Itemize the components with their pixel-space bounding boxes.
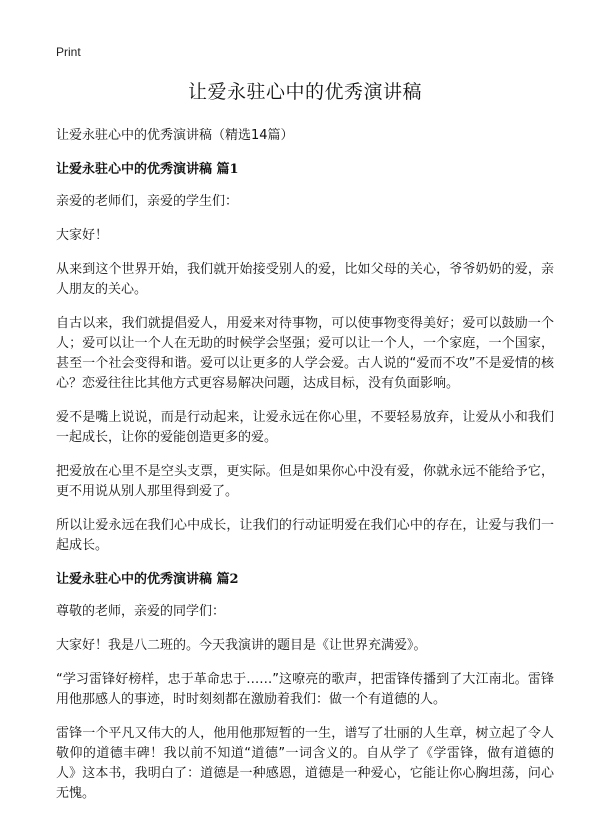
section-2: [56, 570, 554, 804]
document-title: 让爱永驻心中的优秀演讲稿: [187, 81, 422, 103]
section-heading: 让爱永驻心中的优秀演讲稿 篇2: [56, 572, 239, 587]
paragraph: “学习雷锋好榜样，忠于革命忠于……”这嘹亮的歌声，把雷锋传播到了大江南北。雷锋用他那感人的事迹，时时刻刻都在激励着我们：做一个有道德的人。: [56, 672, 554, 707]
paragraph: 大家好！我是八二班的。今天我演讲的题目是《让世界充满爱》。: [56, 638, 427, 653]
paragraph: 把爱放在心里不是空头支票，更实际。但是如果你心中没有爱，你就永远不能给予它，更不用说从别人那里得到爱了。: [56, 464, 554, 499]
paragraph: 所以让爱永远在我们心中成长，让我们的行动证明爱在我们心中的存在，让爱与我们一起成长。: [56, 518, 554, 553]
print-link[interactable]: Print: [56, 45, 81, 59]
paragraph: 爱不是嘴上说说，而是行动起来，让爱永远在你心里，不要轻易放弃，让爱从小和我们一起成长，让你的爱能创造更多的爱。: [56, 410, 554, 445]
paragraph: 尊敬的老师，亲爱的同学们：: [56, 604, 226, 619]
paragraph: 自古以来，我们就提倡爱人，用爱来对待事物，可以使事物变得美好；爱可以鼓励一个人；爱可以让一个人在无助的时候学会坚强；爱可以让一个人，一个家庭，一个国家，甚至一个社会变得和谐。爱可以让更多的人学会爱。古人说的“爱而不攻”不是爱情的核心？恋爱往往比其他方式更容易解决问题，达成目标，没有负面影响。: [56, 316, 554, 391]
paragraph: 雷锋一个平凡又伟大的人，他用他那短暂的一生，谱写了壮丽的人生章，树立起了令人敬仰的道德丰碑！我以前不知道“道德”一词含义的。自从学了《学雷锋，做有道德的人》这本书，我明白了：道德是一种感恩，道德是一种爱心，它能让你心胸坦荡，问心无愧。: [56, 726, 554, 801]
paragraph: 大家好！: [56, 228, 109, 243]
document-subtitle: 让爱永驻心中的优秀演讲稿（精选14篇）: [56, 128, 294, 143]
section-heading: 让爱永驻心中的优秀演讲稿 篇1: [56, 162, 239, 177]
paragraph: 亲爱的老师们，亲爱的学生们：: [56, 194, 239, 209]
paragraph: 从来到这个世界开始，我们就开始接受别人的爱，比如父母的关心，爷爷奶奶的爱，亲人朋友的关心。: [56, 262, 554, 297]
section-1: [56, 160, 554, 556]
